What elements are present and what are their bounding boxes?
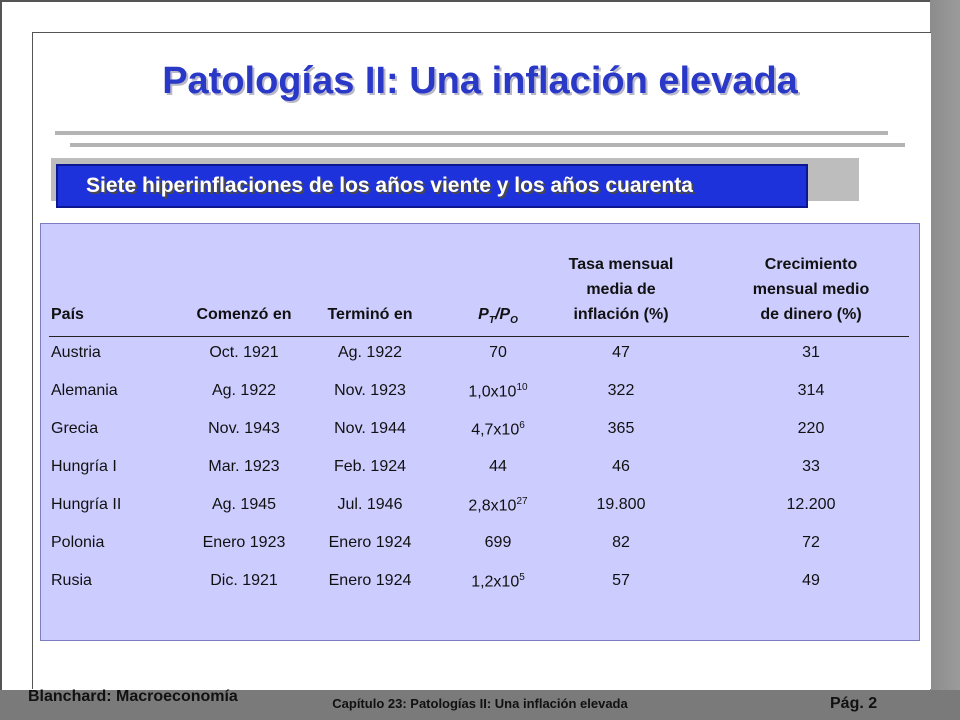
- cell-money: 49: [802, 572, 820, 589]
- cell-end: Enero 1924: [328, 534, 412, 551]
- footer-page-number: Pág. 2: [830, 695, 878, 712]
- header-country: País: [51, 306, 84, 323]
- cell-start: Enero 1923: [202, 534, 286, 551]
- cell-end: Nov. 1923: [334, 382, 406, 399]
- header-inflation-line3: inflación (%): [573, 306, 669, 323]
- cell-inflation: 46: [612, 458, 630, 475]
- cell-ratio: 44: [489, 458, 507, 475]
- hyperinflation-table: [40, 223, 920, 641]
- cell-ratio: $4,7x10^6$: [471, 420, 525, 439]
- header-money-line2: mensual medio: [752, 281, 870, 298]
- frame-top-border: [0, 0, 930, 2]
- frame-left-border: [0, 0, 2, 690]
- cell-money: 31: [802, 344, 820, 361]
- cell-money: 314: [797, 382, 825, 399]
- cell-inflation: 47: [612, 344, 630, 361]
- slide-title: Patologías II: Una inflación elevada: [162, 60, 798, 102]
- header-money-line3: de dinero (%): [760, 306, 862, 323]
- title-divider-top: [55, 131, 888, 135]
- cell-country: Polonia: [51, 534, 105, 551]
- cell-money: 72: [802, 534, 820, 551]
- cell-start: Mar. 1923: [208, 458, 280, 475]
- cell-country: Grecia: [51, 420, 99, 437]
- cell-end: Feb. 1924: [333, 458, 407, 475]
- header-start: Comenzó en: [196, 306, 292, 323]
- cell-end: Enero 1924: [328, 572, 412, 589]
- cell-ratio: 70: [489, 344, 507, 361]
- cell-end: Nov. 1944: [334, 420, 406, 437]
- header-inflation-line2: media de: [586, 281, 656, 298]
- cell-country: Rusia: [51, 572, 92, 589]
- header-price-ratio: $P_T/P_O$: [478, 306, 518, 327]
- cell-end: Jul. 1946: [337, 496, 403, 513]
- cell-country: Hungría I: [51, 458, 117, 475]
- cell-ratio: $2,8x10^{27}$: [468, 496, 528, 515]
- header-inflation-line1: Tasa mensual: [568, 256, 674, 273]
- footer-chapter: Capítulo 23: Patologías II: Una inflación elevada: [332, 696, 628, 711]
- cell-money: 12.200: [786, 496, 836, 513]
- header-money-line1: Crecimiento: [764, 256, 858, 273]
- subtitle-banner: Siete hiperinflaciones de los años viente y los años cuarenta: [56, 164, 808, 208]
- cell-ratio: $1,0x10^{10}$: [468, 382, 528, 401]
- cell-start: Nov. 1943: [208, 420, 280, 437]
- cell-inflation: 365: [607, 420, 635, 437]
- cell-start: Dic. 1921: [210, 572, 278, 589]
- cell-inflation: 322: [607, 382, 635, 399]
- cell-start: Ag. 1922: [211, 382, 277, 399]
- cell-start: Ag. 1945: [211, 496, 277, 513]
- cell-start: Oct. 1921: [209, 344, 279, 361]
- cell-ratio: 699: [484, 534, 512, 551]
- cell-country: Alemania: [51, 382, 118, 399]
- cell-money: 33: [802, 458, 820, 475]
- header-divider: [49, 336, 909, 337]
- cell-money: 220: [797, 420, 825, 437]
- cell-inflation: 82: [612, 534, 630, 551]
- cell-end: Ag. 1922: [337, 344, 403, 361]
- footer-book: Blanchard: Macroeconomía: [28, 688, 238, 705]
- cell-inflation: 57: [612, 572, 630, 589]
- cell-inflation: 19.800: [596, 496, 646, 513]
- cell-country: Hungría II: [51, 496, 122, 513]
- header-end: Terminó en: [327, 306, 413, 323]
- cell-ratio: $1,2x10^5$: [471, 572, 525, 591]
- cell-country: Austria: [51, 344, 101, 361]
- title-divider-bottom: [70, 143, 905, 147]
- frame-shadow-right: [930, 0, 960, 720]
